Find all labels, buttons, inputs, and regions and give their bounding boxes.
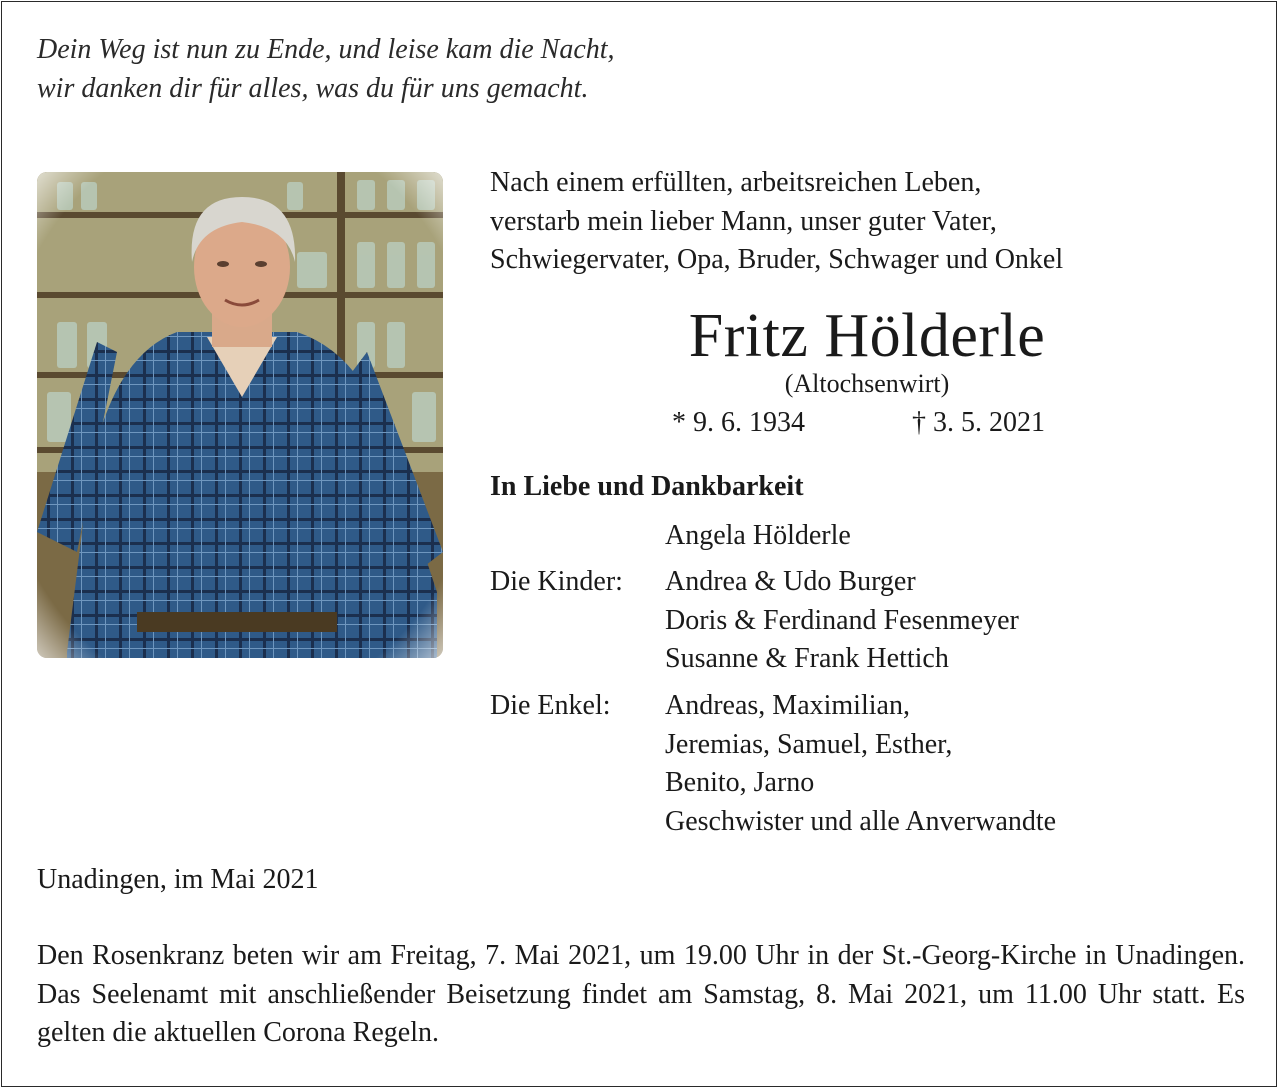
list-item: Jeremias, Samuel, Esther, <box>665 728 953 760</box>
intro-text <box>490 164 1063 280</box>
motto-line-1: Dein Weg ist nun zu Ende, und leise kam die Nacht, <box>37 34 615 65</box>
intro-line-1: Nach einem erfüllten, arbeitsreichen Leben, <box>490 167 982 198</box>
deceased-photo <box>37 172 443 658</box>
list-item: Benito, Jarno <box>665 767 815 798</box>
children-list <box>665 563 1019 679</box>
motto-line-2: wir danken dir für alles, was du für uns gemacht. <box>37 73 589 104</box>
deceased-nickname: (Altochsenwirt) <box>784 369 950 398</box>
motto-verse <box>37 30 615 108</box>
dedication-heading: In Liebe und Dankbarkeit <box>490 471 804 502</box>
portrait-illustration <box>37 172 443 658</box>
intro-line-3: Schwiegervater, Opa, Bruder, Schwager und Onkel <box>490 244 1064 275</box>
intro-line-2: verstarb mein lieber Mann, unser guter Vater, <box>490 205 997 237</box>
grandchildren-label: Die Enkel: <box>490 690 611 721</box>
spouse-name: Angela Hölderle <box>665 520 851 551</box>
list-item: Doris & Ferdinand Fesenmeyer <box>665 604 1019 636</box>
list-item: Andreas, Maximilian, <box>665 690 910 721</box>
death-date: † 3. 5. 2021 <box>912 407 1045 438</box>
place-and-date: Unadingen, im Mai 2021 <box>37 864 319 895</box>
other-relatives: Geschwister und alle Anverwandte <box>665 805 1057 837</box>
funeral-notice: Den Rosenkranz beten wir am Freitag, 7. Mai 2021, um 19.00 Uhr in der St.-Georg-Kirche in Unadingen. Das Seelenamt mit anschließender Beisetzung findet am Samstag, 8. Mai 2021, um 11.00 Uhr statt. Es gelten die aktuellen Corona Regeln. <box>37 940 1245 1048</box>
birth-date: * 9. 6. 1934 <box>672 407 805 438</box>
deceased-name: Fritz Hölderle <box>688 302 1046 370</box>
grandchildren-list <box>665 687 1056 841</box>
children-label: Die Kinder: <box>490 566 623 597</box>
list-item: Susanne & Frank Hettich <box>665 643 949 674</box>
list-item: Andrea & Udo Burger <box>665 566 916 597</box>
